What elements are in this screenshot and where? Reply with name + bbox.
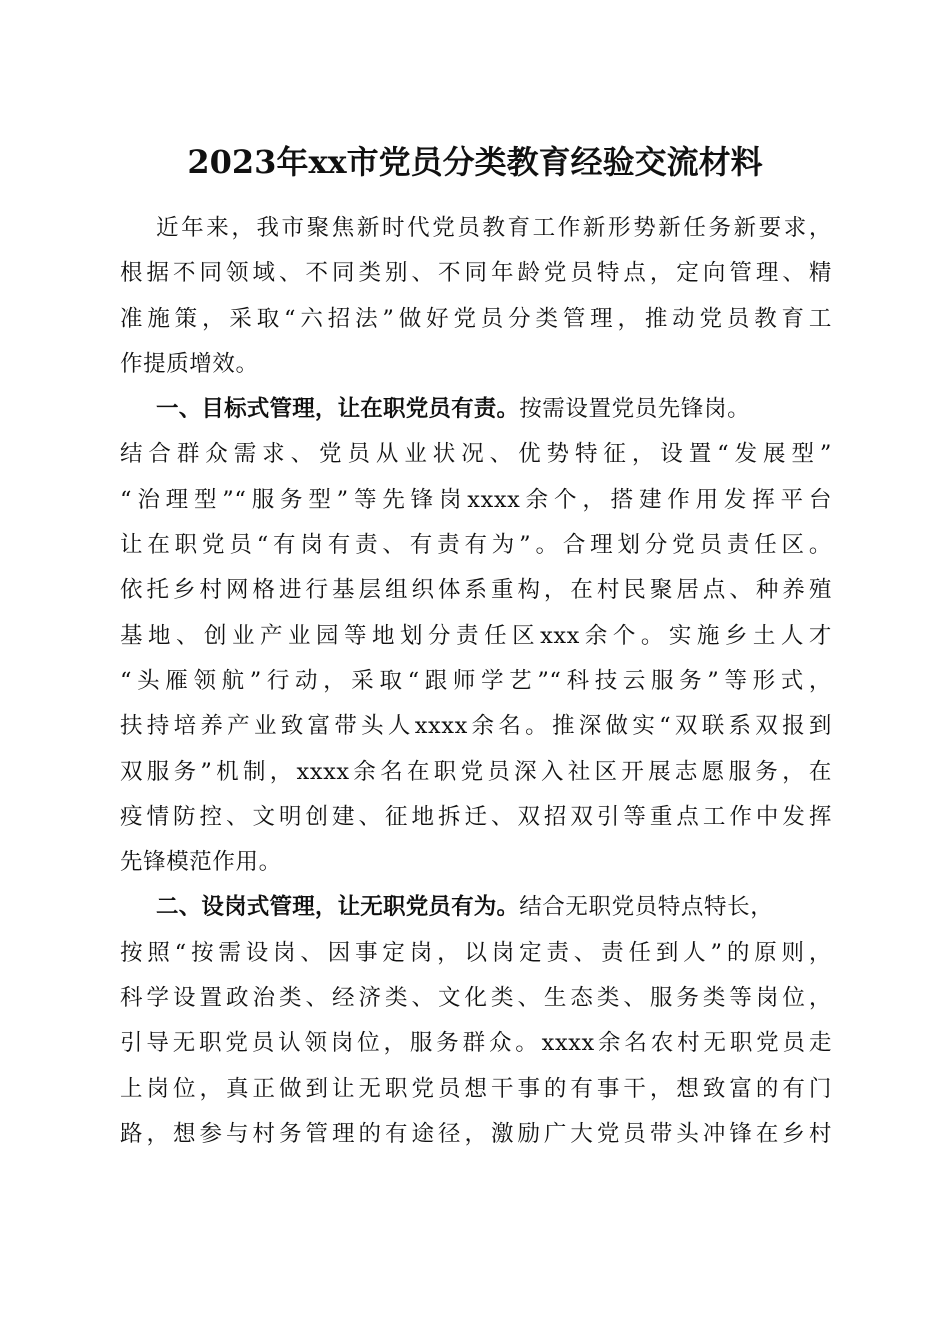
text-line: 双服务”机制，xxxx余名在职党员深入社区开展志愿服务，在 bbox=[120, 758, 832, 785]
text-line: “头雁领航”行动，采取“跟师学艺”“科技云服务”等形式， bbox=[120, 667, 832, 694]
text-line: 扶持培养产业致富带头人xxxx余名。推深做实“双联系双报到 bbox=[120, 713, 832, 740]
text-line: 按照“按需设岗、因事定岗，以岗定责、责任到人”的原则， bbox=[120, 939, 832, 966]
text-line bbox=[120, 885, 832, 930]
section-2-first-line: 结合无职党员特点特长， bbox=[519, 894, 774, 921]
text-line: 先锋模范作用。 bbox=[120, 849, 282, 876]
text-line: 准施策，采取“六招法”做好党员分类管理，推动党员教育工 bbox=[120, 305, 832, 332]
text-line: 上岗位，真正做到让无职党员想干事的有事干，想致富的有门 bbox=[120, 1075, 832, 1102]
intro-paragraph bbox=[120, 206, 832, 387]
text-line: 依托乡村网格进行基层组织体系重构，在村民聚居点、种养殖 bbox=[120, 577, 832, 604]
text-line: 作提质增效。 bbox=[120, 350, 259, 377]
section-2-paragraph bbox=[120, 885, 832, 1157]
document-title: 2023年xx市党员分类教育经验交流材料 bbox=[187, 143, 763, 181]
text-line: 让在职党员“有岗有责、有责有为”。合理划分党员责任区。 bbox=[120, 532, 832, 559]
text-line: 结合群众需求、党员从业状况、优势特征，设置“发展型” bbox=[120, 441, 832, 468]
text-line: 基地、创业产业园等地划分责任区xxx余个。实施乡土人才 bbox=[120, 622, 832, 649]
text-line: 引导无职党员认领岗位，服务群众。xxxx余名农村无职党员走 bbox=[120, 1030, 832, 1057]
section-1-paragraph bbox=[120, 387, 832, 885]
section-1-first-line: 按需设置党员先锋岗。 bbox=[519, 396, 751, 423]
document-body bbox=[120, 206, 832, 1157]
section-1-heading: 一、目标式管理，让在职党员有责。 bbox=[156, 396, 520, 423]
text-line: 科学设置政治类、经济类、文化类、生态类、服务类等岗位， bbox=[120, 985, 832, 1012]
text-line: 根据不同领域、不同类别、不同年龄党员特点，定向管理、精 bbox=[120, 260, 832, 287]
text-line: 疫情防控、文明创建、征地拆迁、双招双引等重点工作中发挥 bbox=[120, 803, 832, 830]
text-line bbox=[120, 387, 832, 432]
text-line: “治理型”“服务型”等先锋岗xxxx余个，搭建作用发挥平台 bbox=[120, 486, 832, 513]
text-line: 近年来，我市聚焦新时代党员教育工作新形势新任务新要求， bbox=[156, 215, 832, 241]
text-line: 路，想参与村务管理的有途径，激励广大党员带头冲锋在乡村 bbox=[120, 1120, 832, 1147]
section-2-heading: 二、设岗式管理，让无职党员有为。 bbox=[156, 894, 520, 921]
